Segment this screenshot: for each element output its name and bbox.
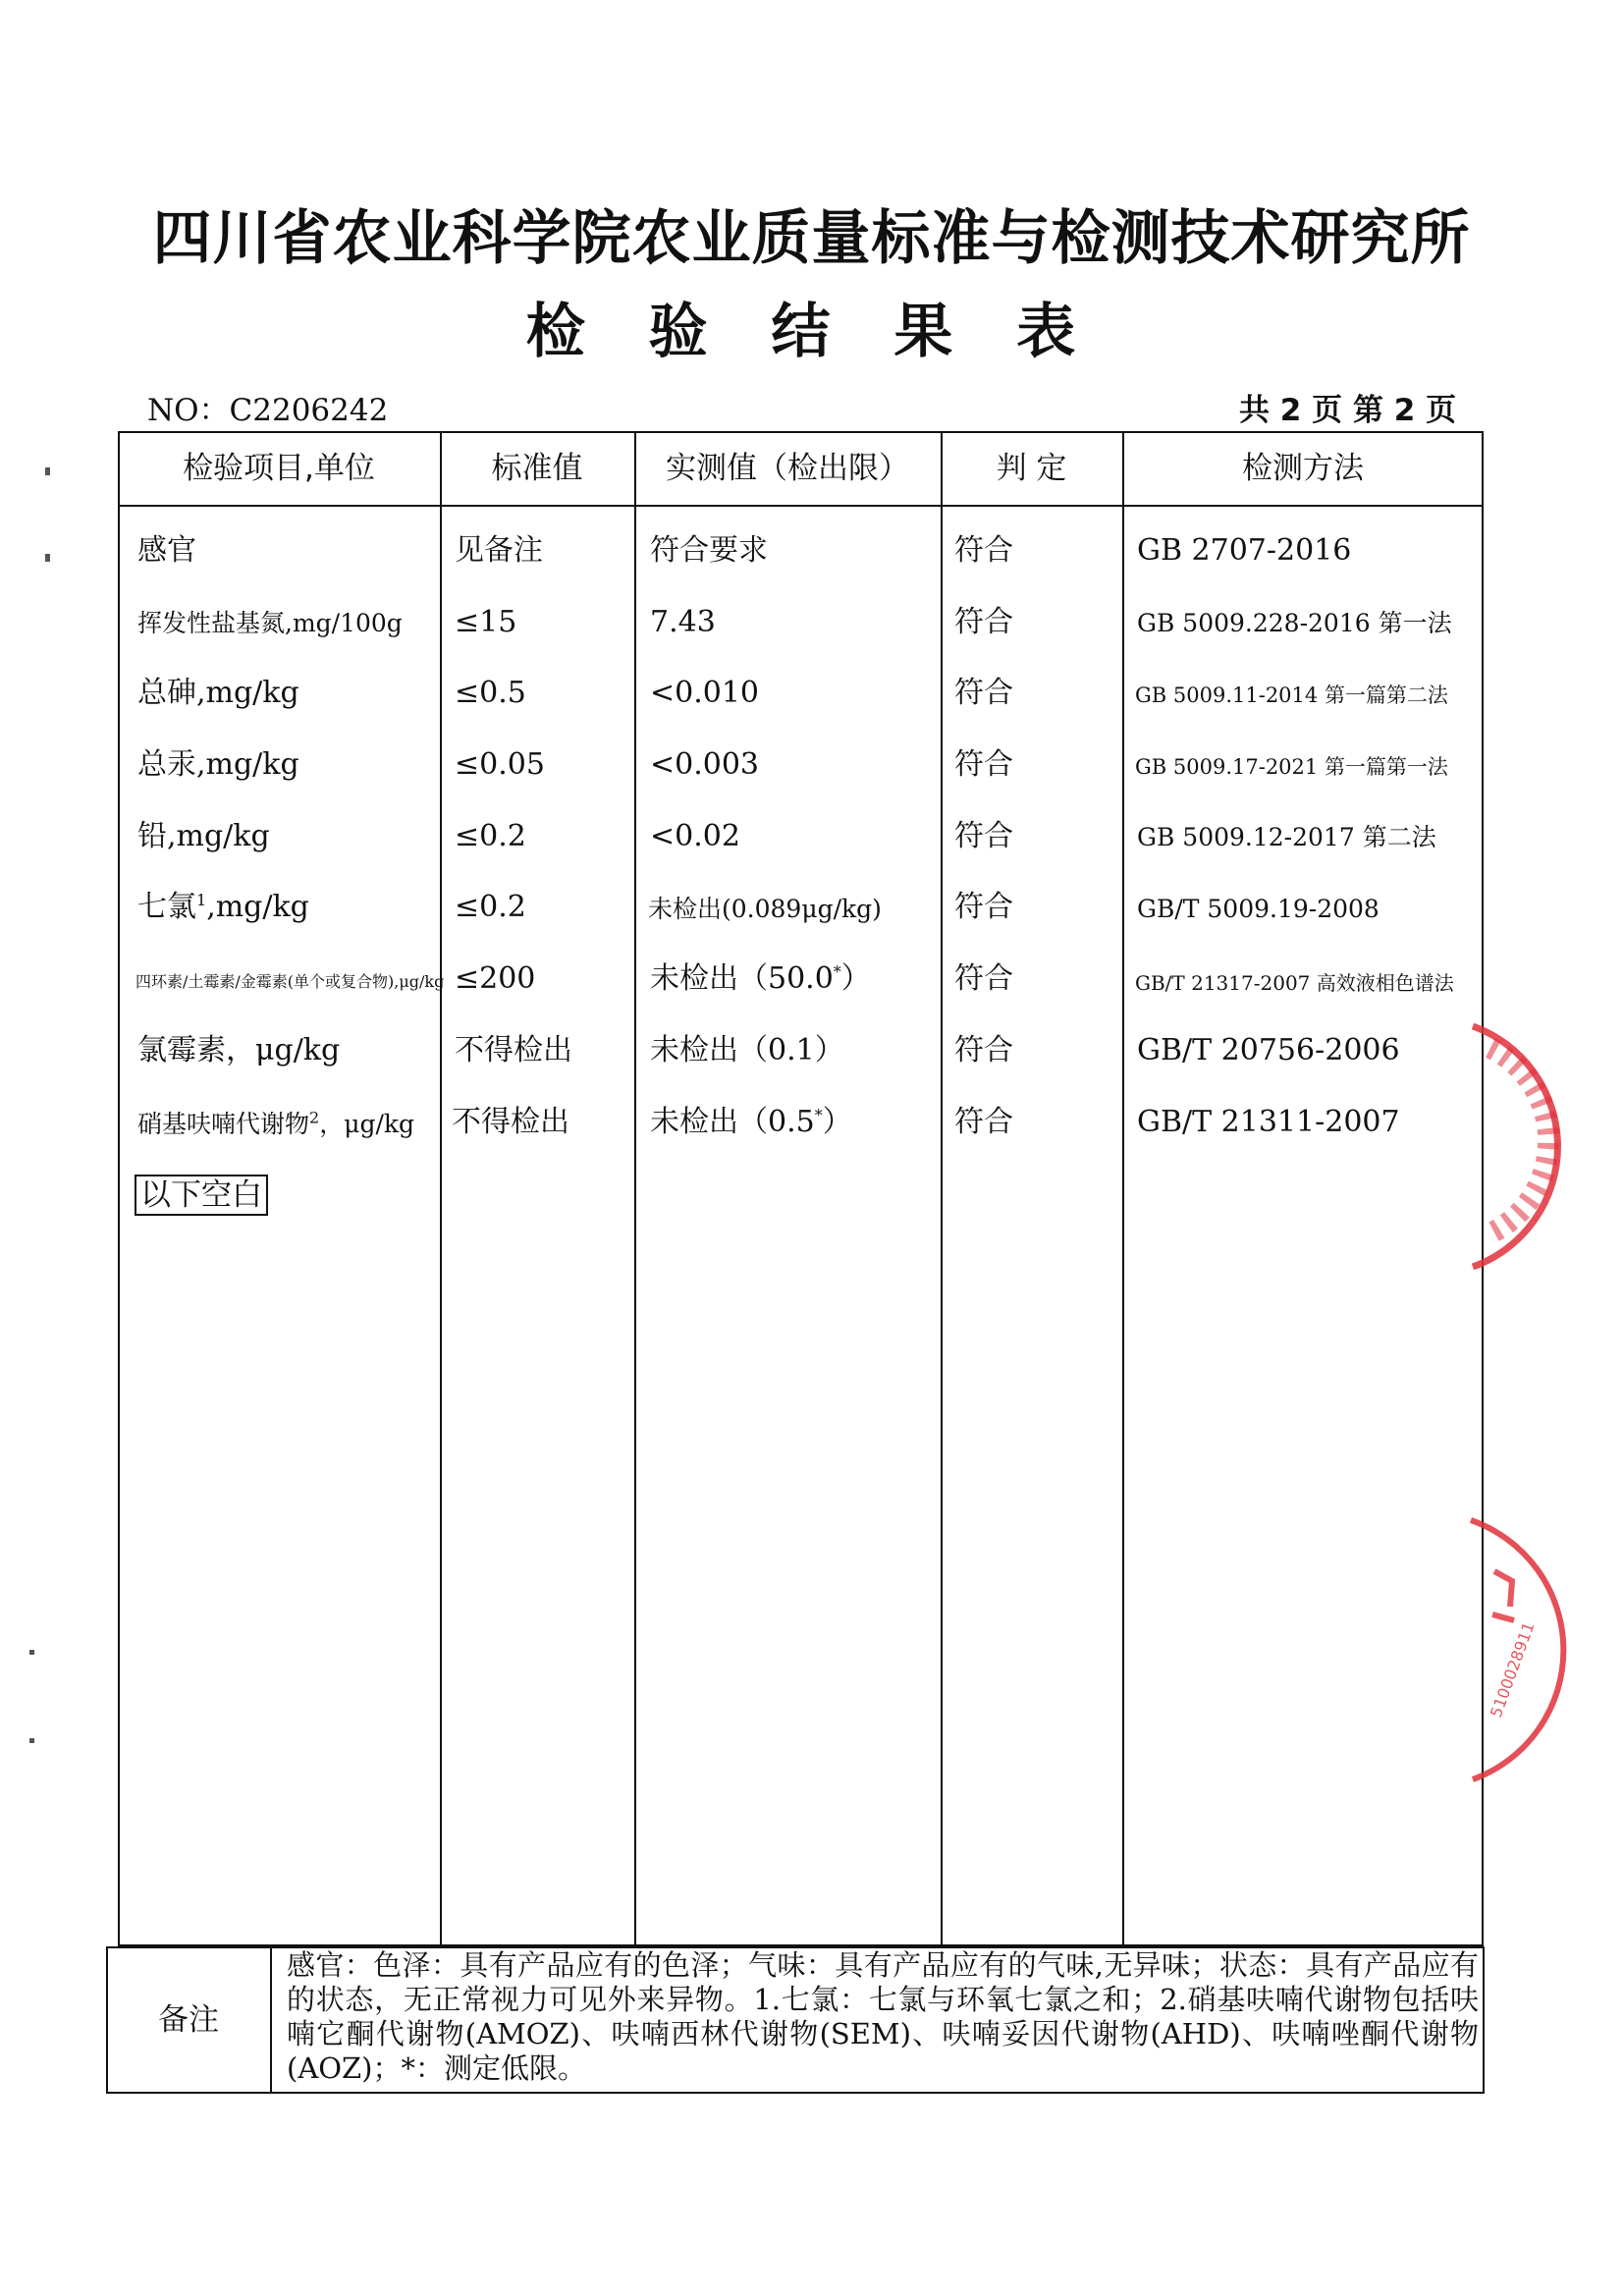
- row-item-name: 硝基呋喃代谢物: [137, 1110, 310, 1138]
- report-number-label: NO：: [147, 393, 230, 428]
- column-divider: [941, 431, 943, 1946]
- row-method: GB 5009.228-2016 第一法: [1137, 609, 1452, 637]
- row-item: 挥发性盐基氮,mg/100g: [137, 609, 403, 637]
- row-measured-value: 未检出（0.5: [650, 1105, 815, 1139]
- footnote-marker: 2: [309, 1108, 320, 1127]
- row-item: 总砷,mg/kg: [137, 676, 299, 710]
- row-item: 氯霉素，μg/kg: [137, 1033, 341, 1067]
- row-verdict: 符合: [954, 533, 1013, 568]
- column-divider: [440, 431, 442, 1946]
- row-measured: <0.02: [650, 819, 740, 853]
- row-standard: ≤0.5: [455, 676, 526, 710]
- institute-seal-stamp: [1463, 987, 1623, 1282]
- row-standard: 不得检出: [455, 1033, 572, 1067]
- remarks-label: 备注: [158, 2002, 219, 2038]
- column-header-standard: 标准值: [491, 451, 583, 486]
- row-measured-value: 未检出（50.0: [650, 961, 834, 996]
- column-header-verdict: 判 定: [996, 451, 1067, 486]
- row-item: [137, 888, 309, 927]
- row-measured: 未检出(0.089μg/kg): [648, 895, 882, 923]
- page-info: 共 2 页 第 2 页: [1239, 393, 1457, 428]
- scan-speck: [29, 1738, 34, 1743]
- row-measured: [650, 1103, 852, 1142]
- remarks-text: 感官：色泽：具有产品应有的色泽；气味：具有产品应有的气味,无异味；状态：具有产品应有的状态，无正常视力可见外来异物。1.七氯：七氯与环氧七氯之和；2.硝基呋喃代谢物包括呋喃它酮代谢物(AMOZ)、呋喃西林代谢物(SEM)、呋喃妥因代谢物(AHD)、呋喃唑酮代谢物(AOZ)；*：测定低限。: [287, 1948, 1479, 2085]
- row-measured: <0.010: [650, 676, 760, 710]
- row-method: GB 5009.17-2021 第一篇第一法: [1135, 755, 1448, 779]
- row-verdict: 符合: [954, 961, 1013, 996]
- row-item: 总汞,mg/kg: [137, 747, 299, 782]
- row-standard: ≤200: [455, 961, 536, 996]
- row-method: GB 5009.11-2014 第一篇第二法: [1135, 683, 1448, 707]
- row-standard: 不得检出: [452, 1105, 569, 1139]
- row-method: GB/T 20756-2006: [1137, 1033, 1400, 1067]
- row-measured-close: ）: [840, 961, 871, 996]
- column-header-method: 检测方法: [1242, 451, 1364, 486]
- report-number-value: C2206242: [229, 393, 389, 428]
- row-measured-close: ）: [822, 1105, 852, 1139]
- row-verdict: 符合: [954, 890, 1013, 924]
- scan-speck: [45, 554, 50, 562]
- row-method: GB/T 21317-2007 高效液相色谱法: [1135, 971, 1454, 995]
- row-verdict: 符合: [954, 1033, 1013, 1067]
- row-standard: ≤0.2: [455, 890, 526, 924]
- seal-serial: 5100028911: [1486, 1619, 1539, 1721]
- institute-title: 四川省农业科学院农业质量标准与检测技术研究所: [152, 204, 1471, 273]
- detection-limit-marker: *: [814, 1106, 823, 1124]
- column-divider: [634, 431, 636, 1946]
- row-standard: 见备注: [455, 533, 543, 568]
- blank-below-note: 以下空白: [135, 1175, 268, 1216]
- row-verdict: 符合: [954, 819, 1013, 853]
- row-verdict: 符合: [954, 1105, 1013, 1139]
- row-measured: 7.43: [650, 605, 716, 639]
- seal-fragment: [1492, 1571, 1514, 1620]
- row-method: GB/T 21311-2007: [1137, 1105, 1400, 1139]
- row-standard: ≤15: [455, 605, 517, 639]
- row-measured: 未检出（0.1）: [650, 1033, 844, 1067]
- scan-speck: [29, 1650, 34, 1655]
- row-verdict: 符合: [954, 747, 1013, 782]
- row-verdict: 符合: [954, 676, 1013, 710]
- row-item: [137, 1105, 414, 1144]
- row-measured: <0.003: [650, 747, 760, 782]
- row-measured: [650, 959, 871, 999]
- scan-speck: [45, 467, 50, 475]
- column-header-item: 检验项目,单位: [183, 451, 375, 486]
- report-number: [147, 385, 388, 429]
- row-item: 四环素/土霉素/金霉素(单个或复合物),μg/kg: [135, 972, 445, 991]
- row-item: 感官: [137, 533, 196, 568]
- row-method: GB 2707-2016: [1137, 533, 1352, 568]
- row-verdict: 符合: [954, 605, 1013, 639]
- row-item-unit: ，μg/kg: [319, 1110, 415, 1138]
- results-table: [118, 431, 1484, 1946]
- row-standard: ≤0.2: [455, 819, 526, 853]
- row-item-unit: ,mg/kg: [206, 890, 309, 924]
- column-divider: [1122, 431, 1124, 1946]
- document-title: 检 验 结 果 表: [525, 298, 1098, 366]
- detection-limit-marker: *: [833, 962, 841, 981]
- footnote-marker: 1: [196, 891, 207, 909]
- column-header-measured: 实测值（检出限）: [666, 451, 909, 486]
- row-item: 铅,mg/kg: [137, 819, 270, 853]
- row-standard: ≤0.05: [455, 747, 545, 782]
- row-measured: 符合要求: [650, 533, 768, 568]
- inspection-seal-stamp: [1451, 1512, 1623, 1787]
- row-item-name: 七氯: [137, 890, 196, 924]
- row-method: GB 5009.12-2017 第二法: [1137, 823, 1436, 851]
- row-method: GB/T 5009.19-2008: [1137, 895, 1380, 923]
